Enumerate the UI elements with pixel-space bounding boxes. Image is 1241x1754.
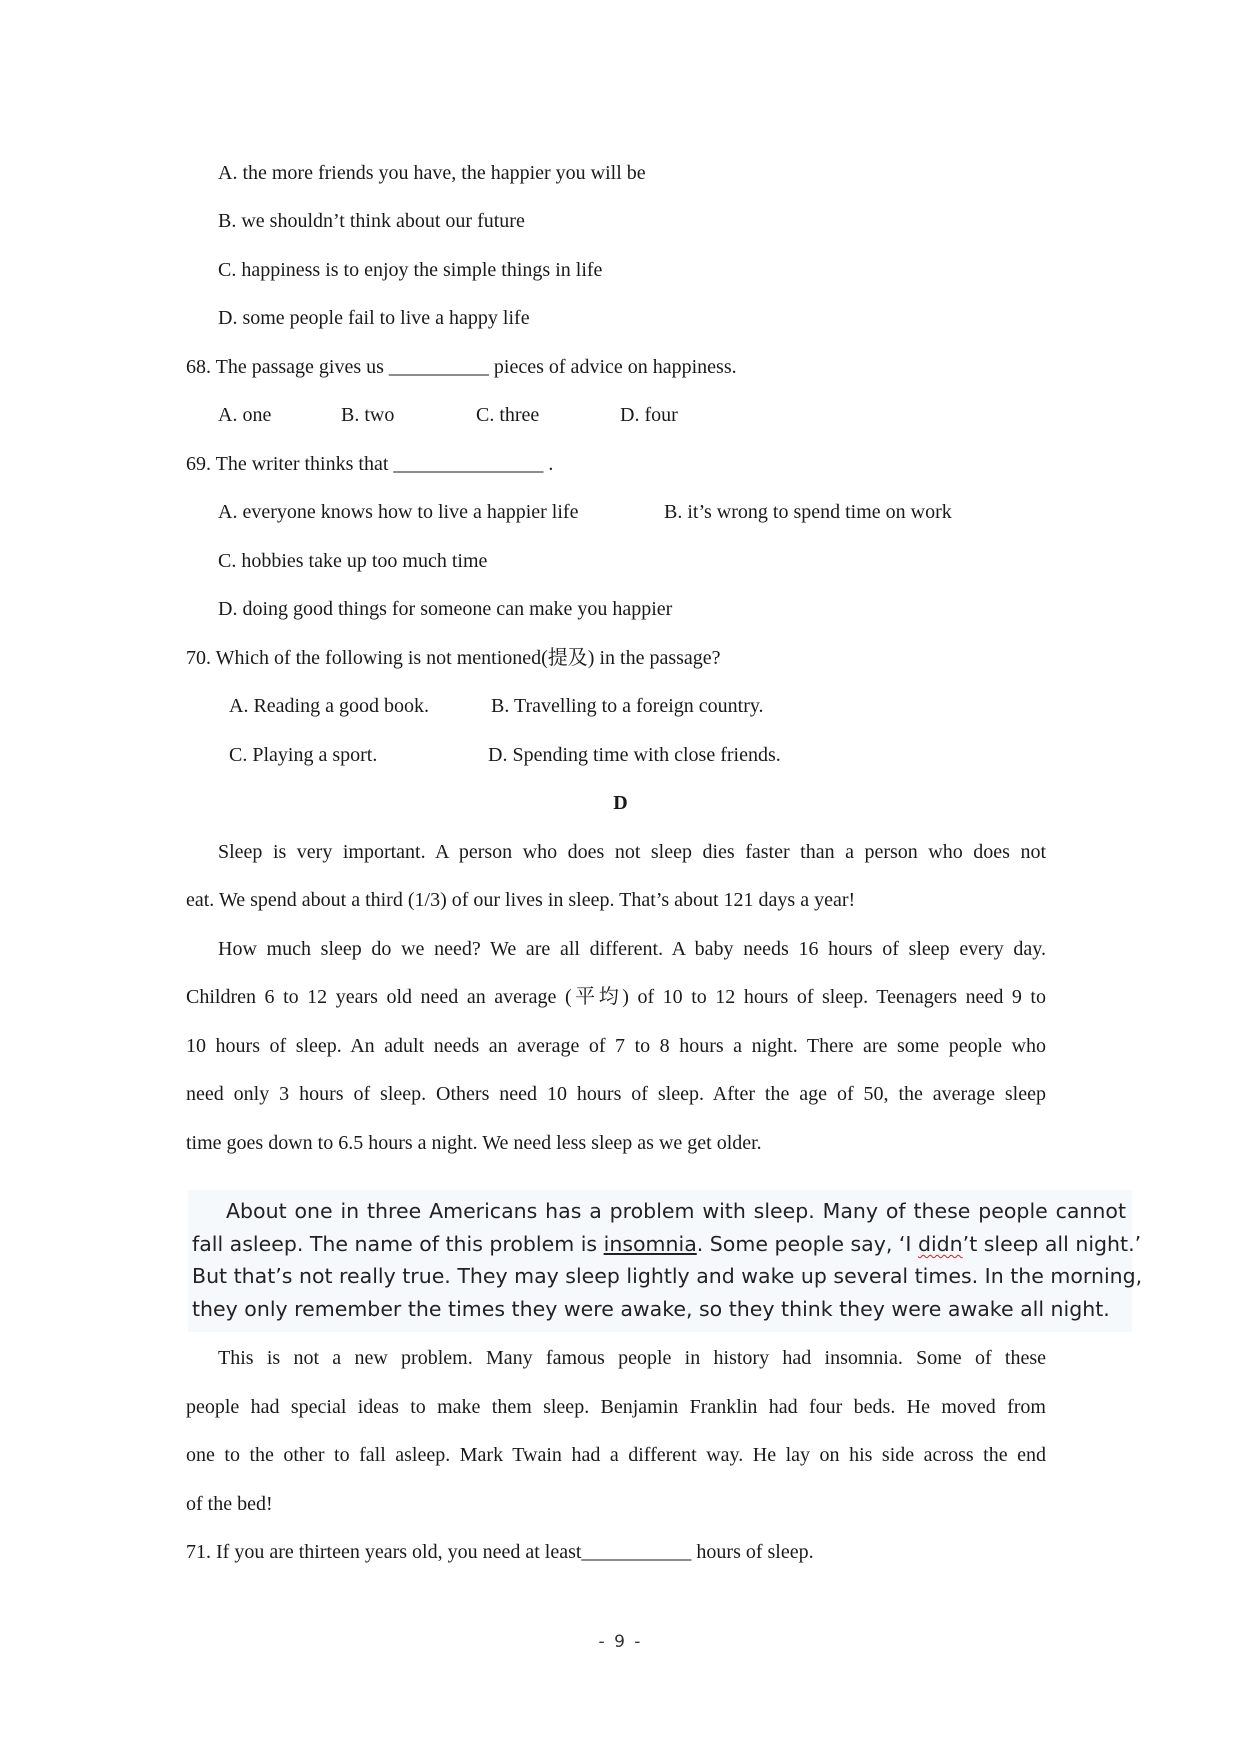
q70-option-c: C. Playing a sport. [229,744,378,766]
passage-d-p3-line1: This is not a new problem. Many famous people in history had insomnia. Some of these [218,1347,1046,1369]
q67-option-c: C. happiness is to enjoy the simple things in life [218,259,603,281]
q67-option-a: A. the more friends you have, the happier you will be [218,162,646,184]
q69-stem: 69. The writer thinks that _______________ . [186,453,554,475]
q67-option-d: D. some people fail to live a happy life [218,307,530,329]
embedded-text-image [188,1190,1143,1332]
q67-option-b: B. we shouldn’t think about our future [218,210,525,232]
q68-option-a: A. one [218,404,272,426]
q68-option-d: D. four [620,404,678,426]
q69-option-d: D. doing good things for someone can make you happier [218,598,673,620]
q70-option-a: A. Reading a good book. [229,695,429,717]
passage-d-p2-line3: 10 hours of sleep. An adult needs an average of 7 to 8 hours a night. There are some people who [186,1035,1046,1057]
passage-d-p2-line2: Children 6 to 12 years old need an average (平均) of 10 to 12 hours of sleep. Teenagers need 9 to [186,986,1046,1008]
q70-option-d: D. Spending time with close friends. [488,744,781,766]
page-number: - 9 - [598,1632,643,1652]
passage-d-p1-line1: Sleep is very important. A person who does not sleep dies faster than a person who does not [218,841,1046,863]
image-text-line4: they only remember the times they were awake, so they think they were awake all night. [192,1297,1110,1321]
passage-d-p3-line4: of the bed! [186,1493,273,1515]
q68-option-c: C. three [476,404,540,426]
image-text-line2: fall asleep. The name of this problem is insomnia. Some people say, ‘I didn’t sleep all night.’ [192,1232,1142,1256]
passage-d-p2-line1: How much sleep do we need? We are all different. A baby needs 16 hours of sleep every day. [218,938,1046,960]
passage-d-p1-line2: eat. We spend about a third (1/3) of our lives in sleep. That’s about 121 days a year! [186,889,856,911]
q68-option-b: B. two [341,404,395,426]
q70-stem: 70. Which of the following is not mentioned(提及) in the passage? [186,647,721,669]
q69-option-b: B. it’s wrong to spend time on work [664,501,952,523]
passage-d-p3-line3: one to the other to fall asleep. Mark Twain had a different way. He lay on his side across the end [186,1444,1046,1466]
image-text-line3: But that’s not really true. They may sleep lightly and wake up several times. In the morning, [192,1264,1143,1288]
passage-d-p3-line2: people had special ideas to make them sleep. Benjamin Franklin had four beds. He moved from [186,1396,1046,1418]
passage-d-p2-line4: need only 3 hours of sleep. Others need 10 hours of sleep. After the age of 50, the average sleep [186,1083,1046,1105]
section-d-heading: D [613,792,628,814]
q70-option-b: B. Travelling to a foreign country. [491,695,764,717]
spellcheck-flagged-word: didn [917,1232,963,1256]
passage-d-p2-line5: time goes down to 6.5 hours a night. We need less sleep as we get older. [186,1132,762,1154]
q68-stem: 68. The passage gives us __________ pieces of advice on happiness. [186,356,737,378]
q69-option-a: A. everyone knows how to live a happier life [218,501,579,523]
q71-stem: 71. If you are thirteen years old, you need at least___________ hours of sleep. [186,1541,814,1563]
q69-option-c: C. hobbies take up too much time [218,550,488,572]
image-text-line1: About one in three Americans has a problem with sleep. Many of these people cannot [226,1199,1126,1223]
insomnia-term: insomnia [603,1232,697,1256]
